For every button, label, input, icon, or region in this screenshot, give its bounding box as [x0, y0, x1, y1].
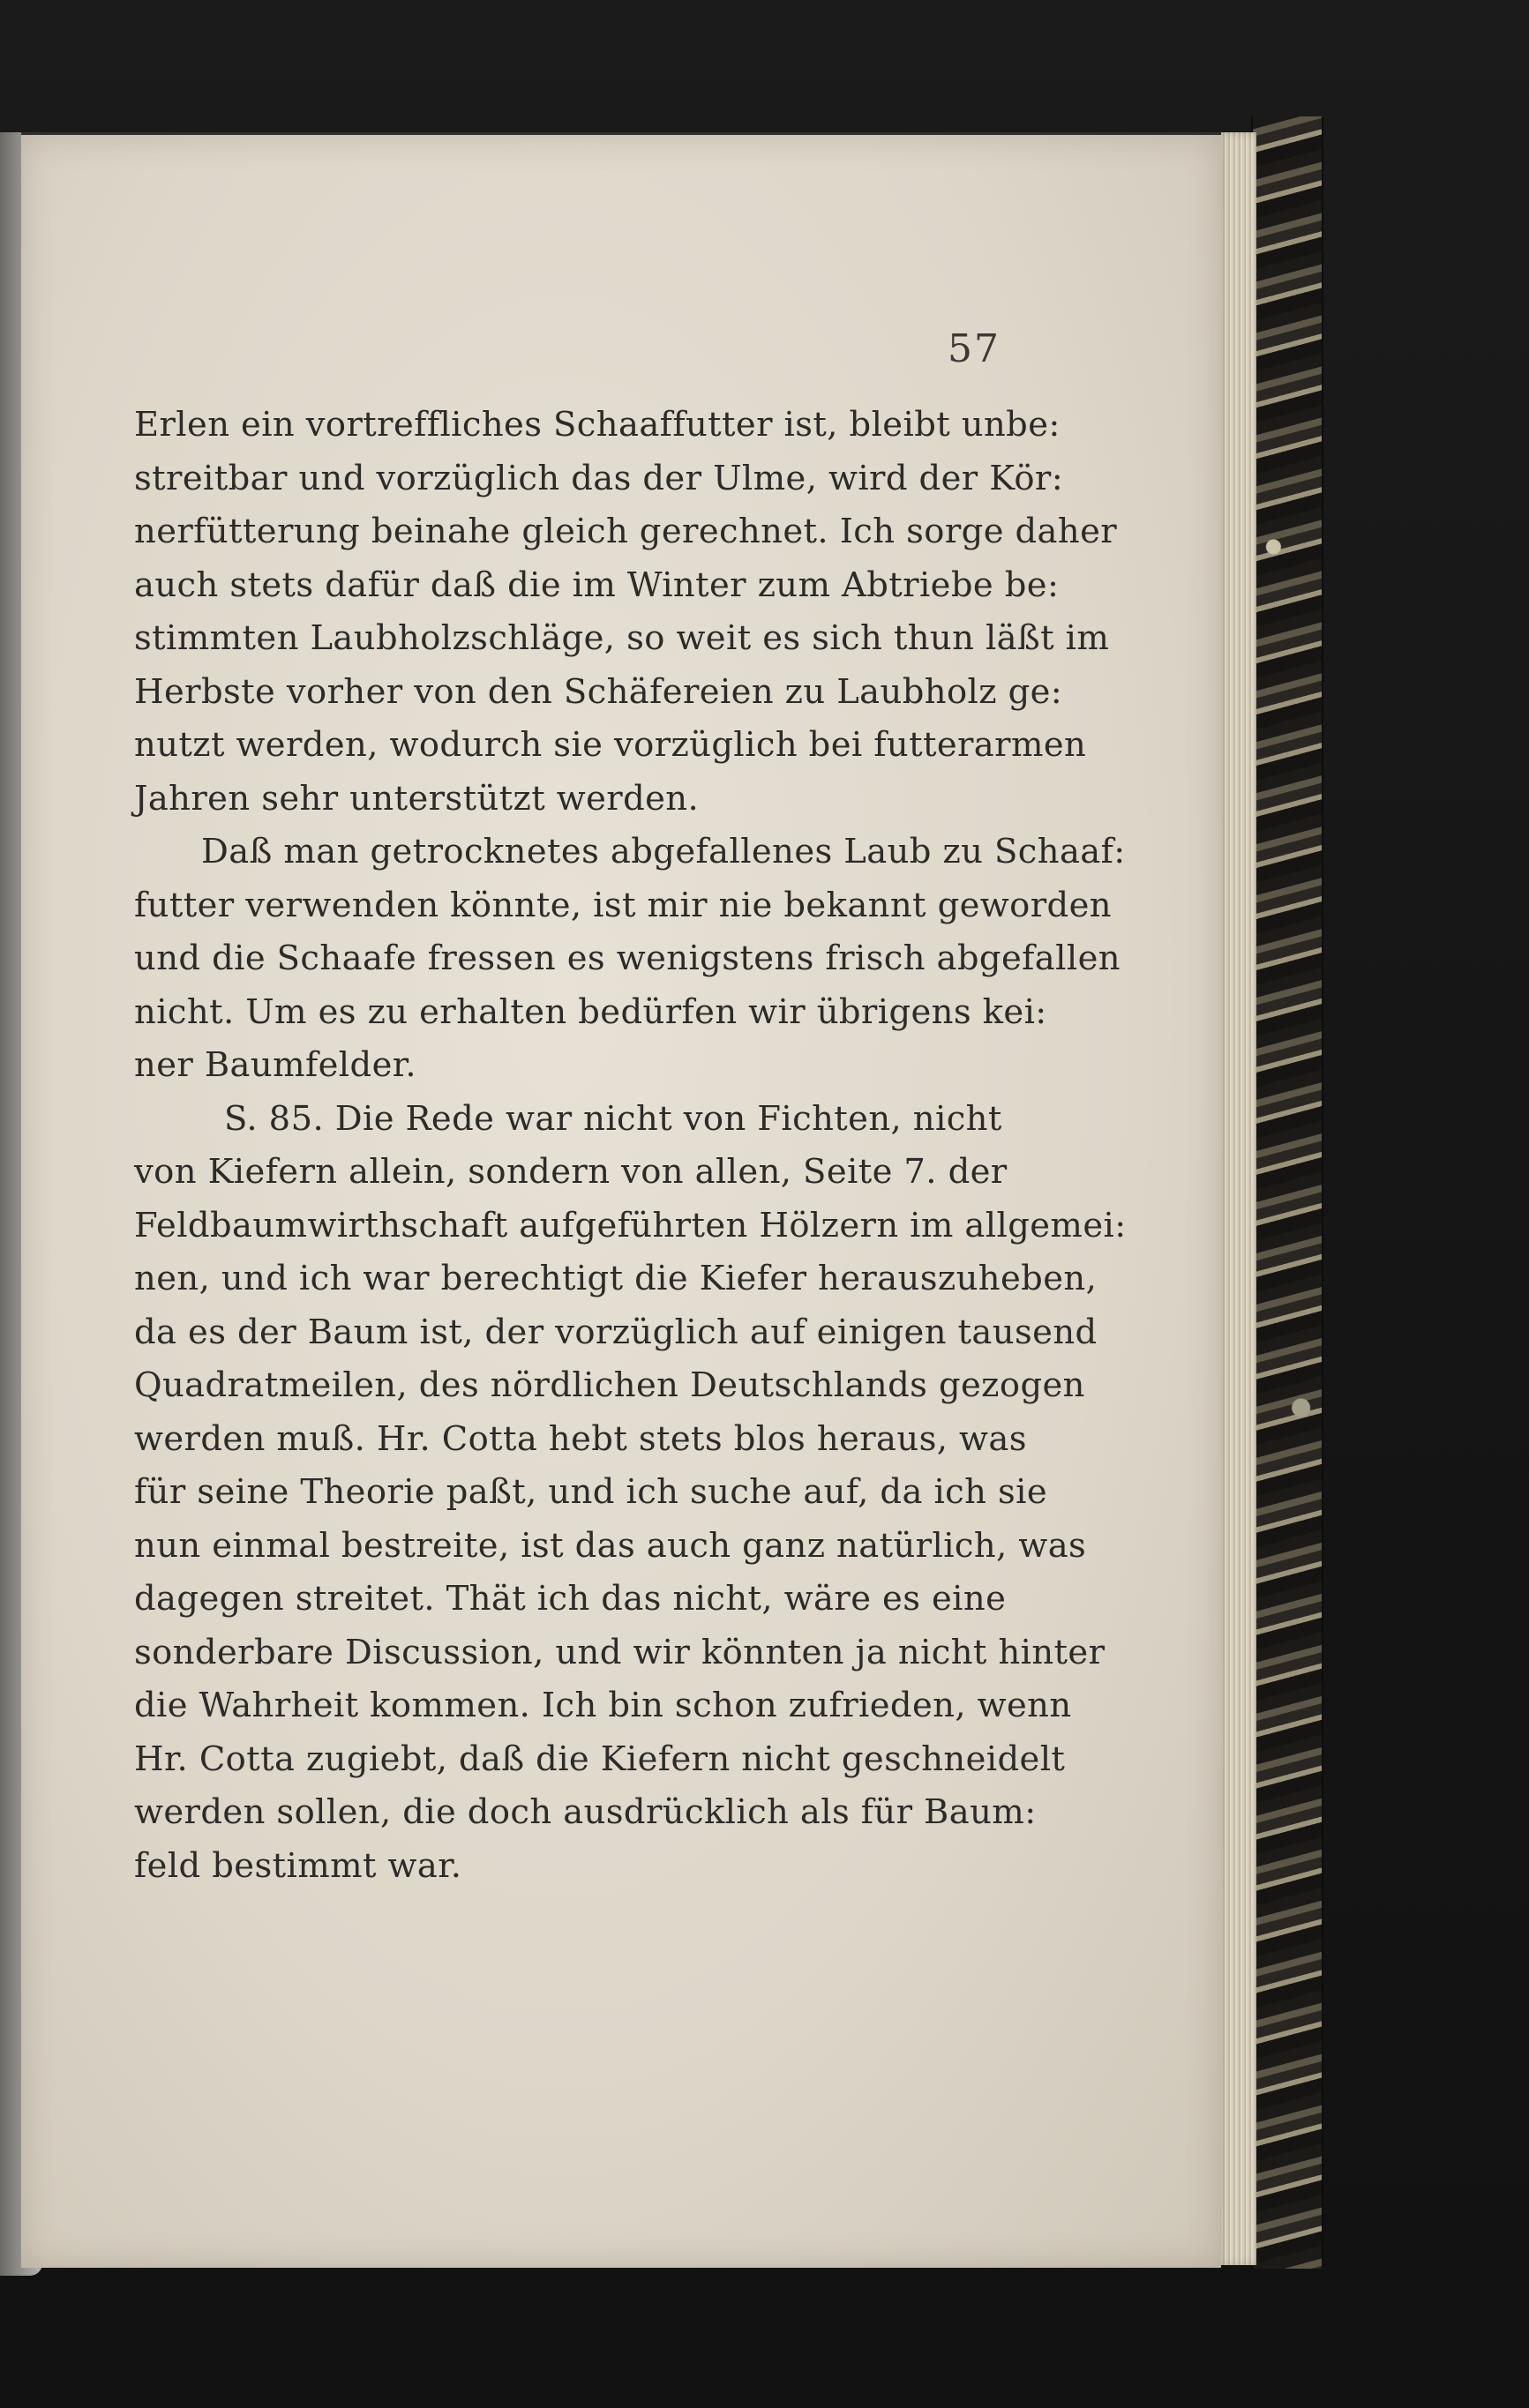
paragraph-start-line: S. 85. Die Rede war nicht von Fichten, nicht — [224, 1098, 1002, 1139]
text-line: nun einmal bestreite, ist das auch ganz natürlich, was — [134, 1525, 1087, 1566]
paragraph-start-line: Daß man getrocknetes abgefallenes Laub zu Schaaf: — [201, 832, 1126, 871]
text-line: nutzt werden, wodurch sie vorzüglich bei futterarmen — [134, 725, 1087, 765]
text-line: Jahren sehr unterstützt werden. — [134, 778, 700, 819]
text-line: da es der Baum ist, der vorzüglich auf einigen tausend — [134, 1312, 1098, 1352]
text-line: sonderbare Discussion, und wir könnten ja nicht hinter — [134, 1632, 1106, 1672]
page-number: 57 — [948, 326, 1001, 371]
text-line: stimmten Laubholzschläge, so weit es sich thun läßt im — [134, 618, 1110, 658]
text-line: auch stets dafür daß die im Winter zum Abtriebe be: — [134, 565, 1060, 605]
text-line: Hr. Cotta zugiebt, daß die Kiefern nicht geschneidelt — [134, 1739, 1066, 1779]
text-line: werden muß. Hr. Cotta hebt stets blos heraus, was — [134, 1418, 1027, 1459]
text-line: nerfütterung beinahe gleich gerechnet. Ich sorge daher — [134, 512, 1118, 551]
text-line: streitbar und vorzüglich das der Ulme, wird der Kör: — [134, 458, 1064, 498]
text-line: für seine Theorie paßt, und ich suche auf, da ich sie — [134, 1472, 1048, 1512]
text-line: futter verwenden könnte, ist mir nie bekannt geworden — [134, 885, 1112, 925]
text-line: Herbste vorher von den Schäfereien zu Laubholz ge: — [134, 671, 1063, 712]
marbled-cover-board — [1251, 116, 1323, 2269]
text-line: die Wahrheit kommen. Ich bin schon zufrieden, wenn — [134, 1686, 1072, 1725]
text-line: ner Baumfelder. — [134, 1045, 416, 1085]
text-line: und die Schaafe fressen es wenigstens frisch abgefallen — [134, 939, 1121, 978]
body-text — [134, 399, 1127, 1893]
text-line: Erlen ein vortreffliches Schaaffutter ist, bleibt unbe: — [134, 405, 1061, 445]
text-line: Quadratmeilen, des nördlichen Deutschlands gezogen — [134, 1365, 1085, 1405]
page-edges — [1216, 132, 1256, 2265]
text-line: Feldbaumwirthschaft aufgeführten Hölzern im allgemei: — [134, 1205, 1127, 1245]
text-line: von Kiefern allein, sondern von allen, Seite 7. der — [134, 1152, 1008, 1192]
text-line: feld bestimmt war. — [134, 1845, 462, 1886]
text-line: nen, und ich war berechtigt die Kiefer herauszuheben, — [134, 1259, 1098, 1298]
text-line: nicht. Um es zu erhalten bedürfen wir übrigens kei: — [134, 991, 1047, 1032]
text-line: dagegen streitet. Thät ich das nicht, wäre es eine — [134, 1579, 1007, 1619]
text-line: werden sollen, die doch ausdrücklich als für Baum: — [134, 1792, 1037, 1832]
